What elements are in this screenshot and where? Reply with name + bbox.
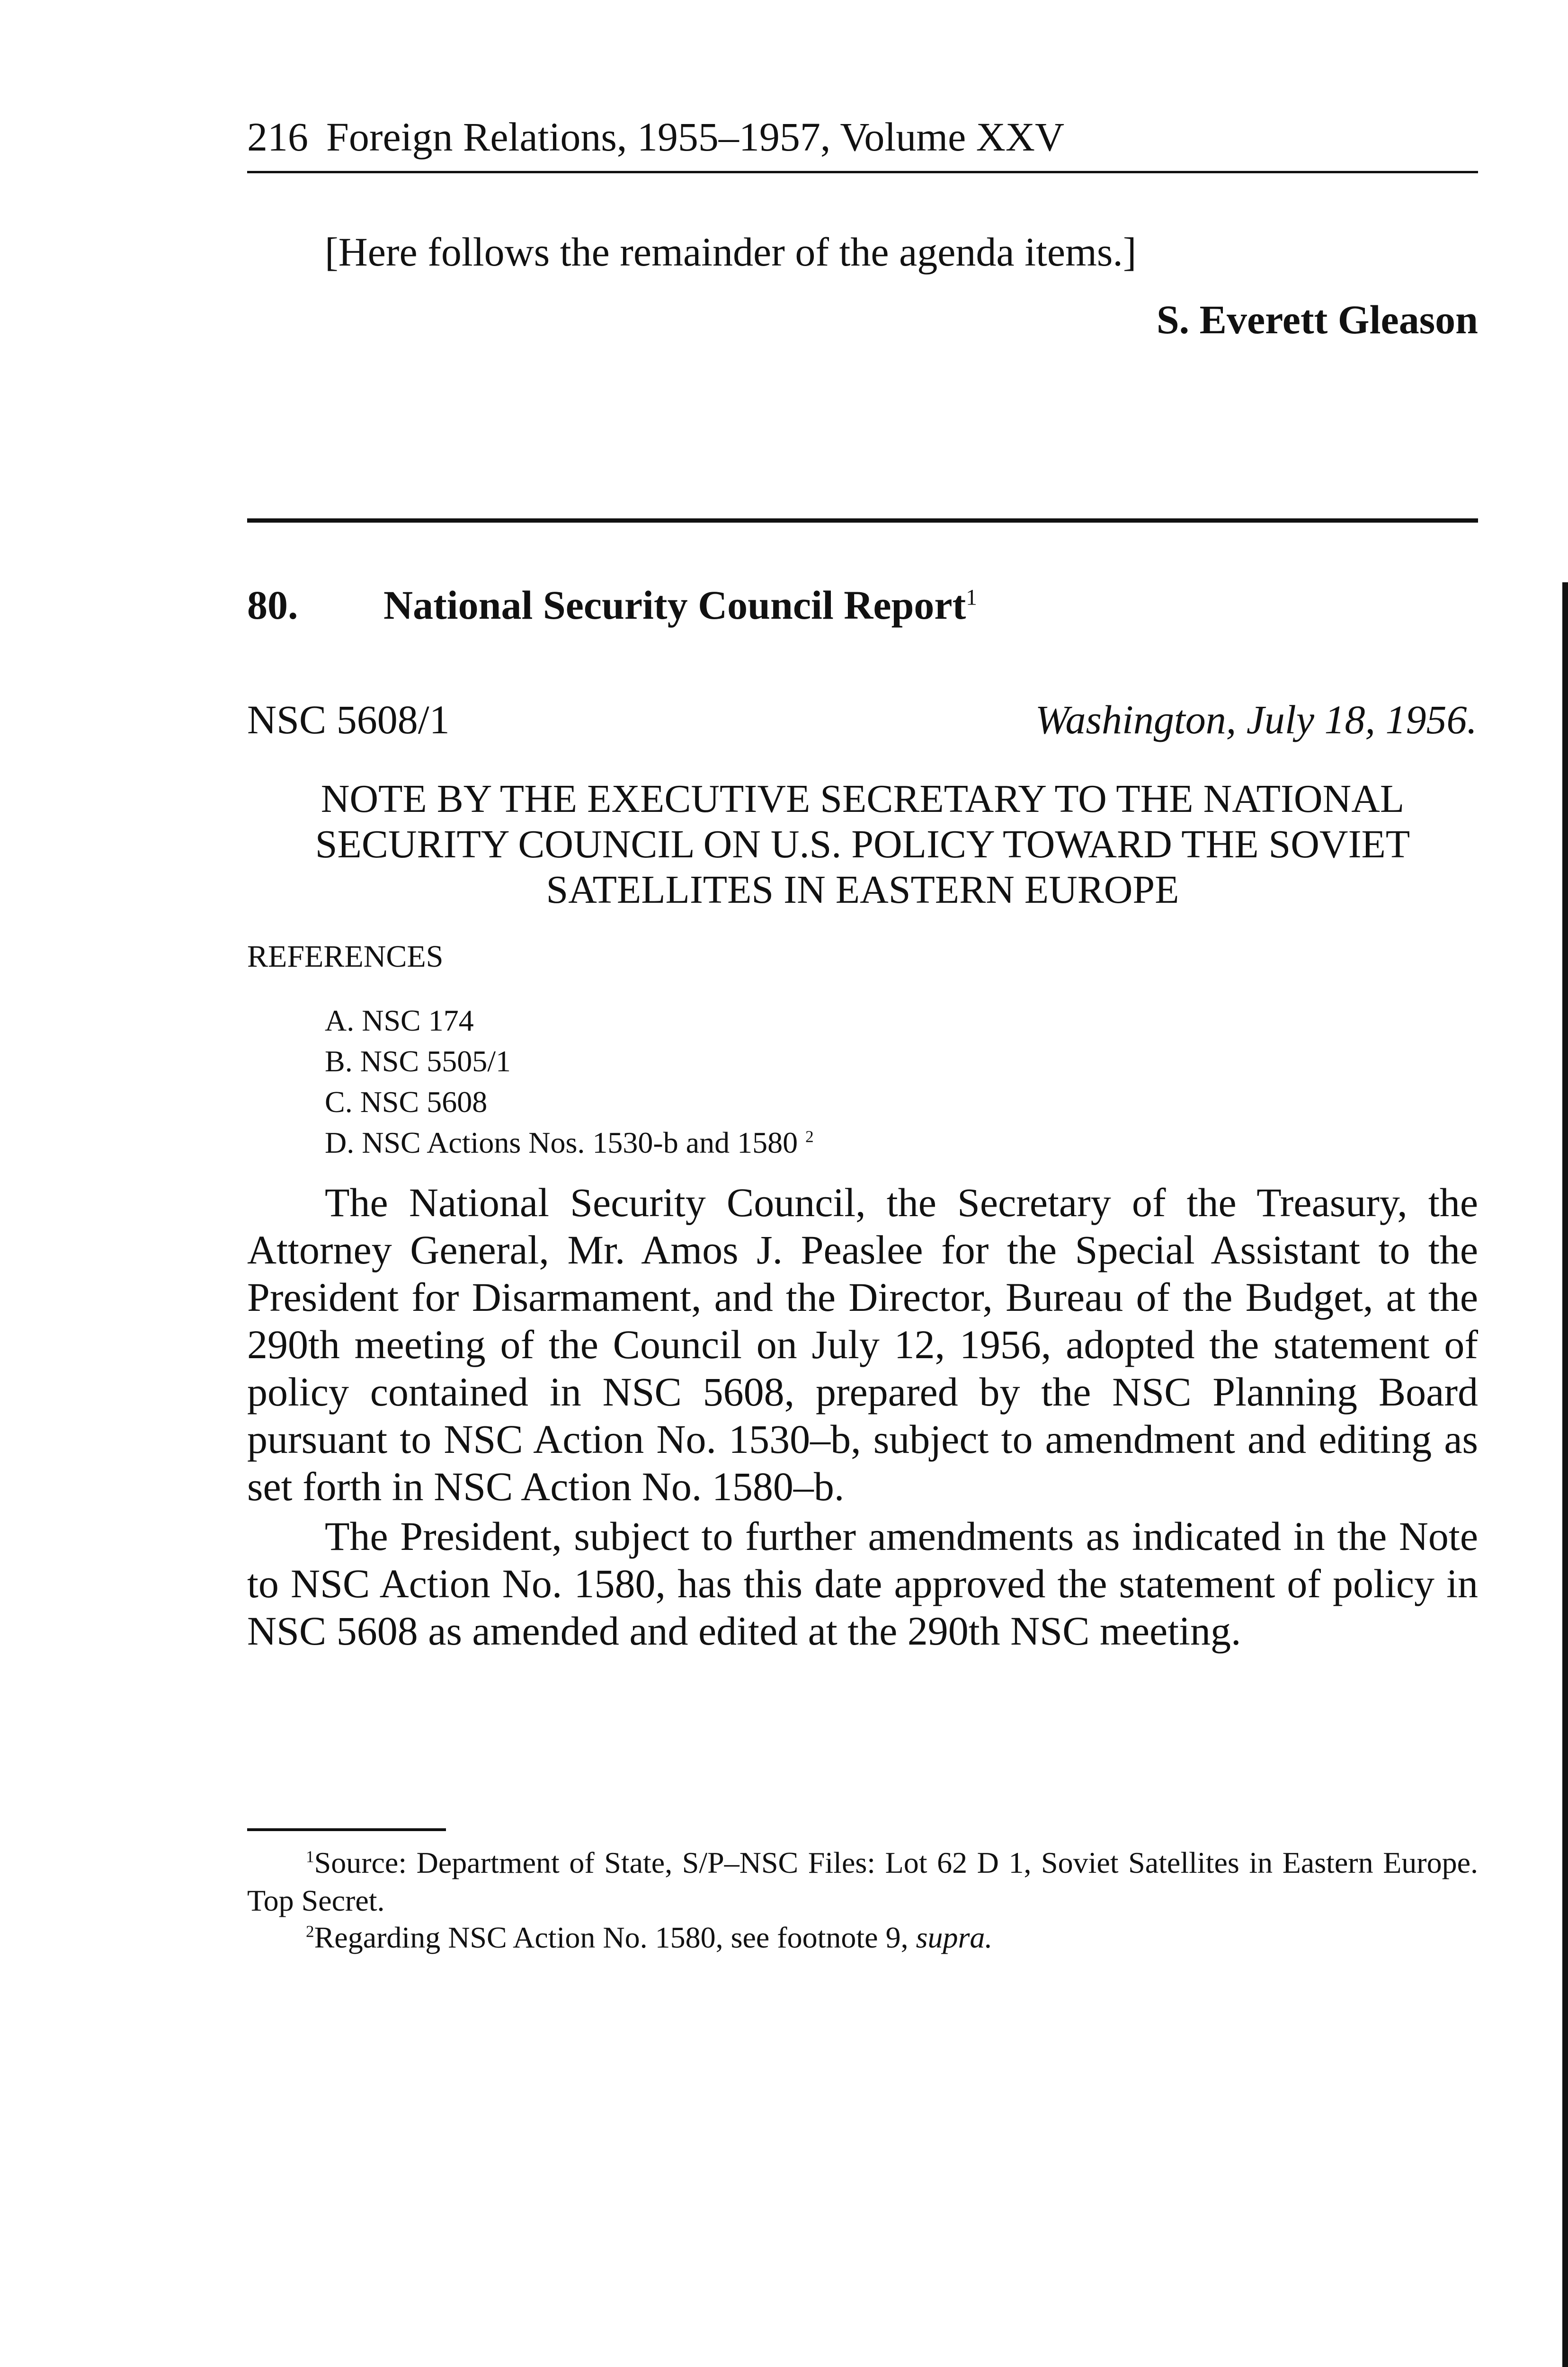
body-paragraph: The President, subject to further amendments as indicated in the Note to NSC Action No. 1580, has this date approved the statement of policy in NSC 5608 as amended and edited at the 290th NSC meeting.: [247, 1513, 1478, 1654]
agenda-note: [Here follows the remainder of the agenda items.]: [325, 229, 1137, 275]
footnote-ref-2[interactable]: 2: [805, 1127, 814, 1146]
reference-item: C. NSC 5608: [325, 1085, 488, 1119]
references-label: REFERENCES: [247, 939, 444, 974]
footnote-text: Source: Department of State, S/P–NSC Files: Lot 62 D 1, Soviet Satellites in Eastern Europe. Top Secret.: [247, 1846, 1478, 1917]
footnote: [247, 1844, 1478, 1920]
section-divider: [247, 518, 1478, 523]
document-title-text: National Security Council Report: [383, 582, 966, 628]
footnote-ref-1[interactable]: 1: [966, 585, 977, 610]
document-date: Washington, July 18, 1956.: [1035, 697, 1477, 742]
header-rule: [247, 171, 1478, 173]
footnote-marker: 1: [306, 1847, 314, 1866]
references-list: [325, 1000, 814, 1163]
reference-item-text: D. NSC Actions Nos. 1530-b and 1580: [325, 1126, 798, 1159]
document-title: [383, 581, 977, 629]
note-heading: NOTE BY THE EXECUTIVE SECRETARY TO THE NATIONAL SECURITY COUNCIL ON U.S. POLICY TOWARD THE SOVIET SATELLITES IN EASTERN EUROPE: [315, 777, 1410, 912]
document-number: 80.: [247, 582, 298, 628]
reference-item: A. NSC 174: [325, 1004, 474, 1037]
running-header: [247, 114, 1065, 160]
footnote: [247, 1919, 1478, 1957]
page-number: 216: [247, 114, 308, 160]
body-paragraph: The National Security Council, the Secretary of the Treasury, the Attorney General, Mr. Amos J. Peaslee for the Special Assistant to the President for Disarmament, and the Director, Bureau of the Budget, at the 290th meeting of the Council on July 12, 1956, adopted the statement of policy contained in NSC 5608, prepared by the NSC Planning Board pursuant to NSC Action No. 1530–b, subject to amendment and editing as set forth in NSC Action No. 1580–b.: [247, 1180, 1478, 1509]
signature: S. Everett Gleason: [1156, 297, 1478, 342]
publication-title: Foreign Relations, 1955–1957, Volume XXV: [326, 114, 1065, 160]
footnote-italic: supra.: [916, 1921, 993, 1954]
page-edge: [1562, 582, 1568, 2367]
nsc-document-id: NSC 5608/1: [247, 697, 450, 742]
footnote-marker: 2: [306, 1922, 314, 1941]
reference-item: [325, 1122, 814, 1163]
reference-item: B. NSC 5505/1: [325, 1044, 511, 1078]
footnote-rule: [247, 1828, 446, 1831]
footnote-text: Regarding NSC Action No. 1580, see footnote 9,: [314, 1921, 916, 1954]
